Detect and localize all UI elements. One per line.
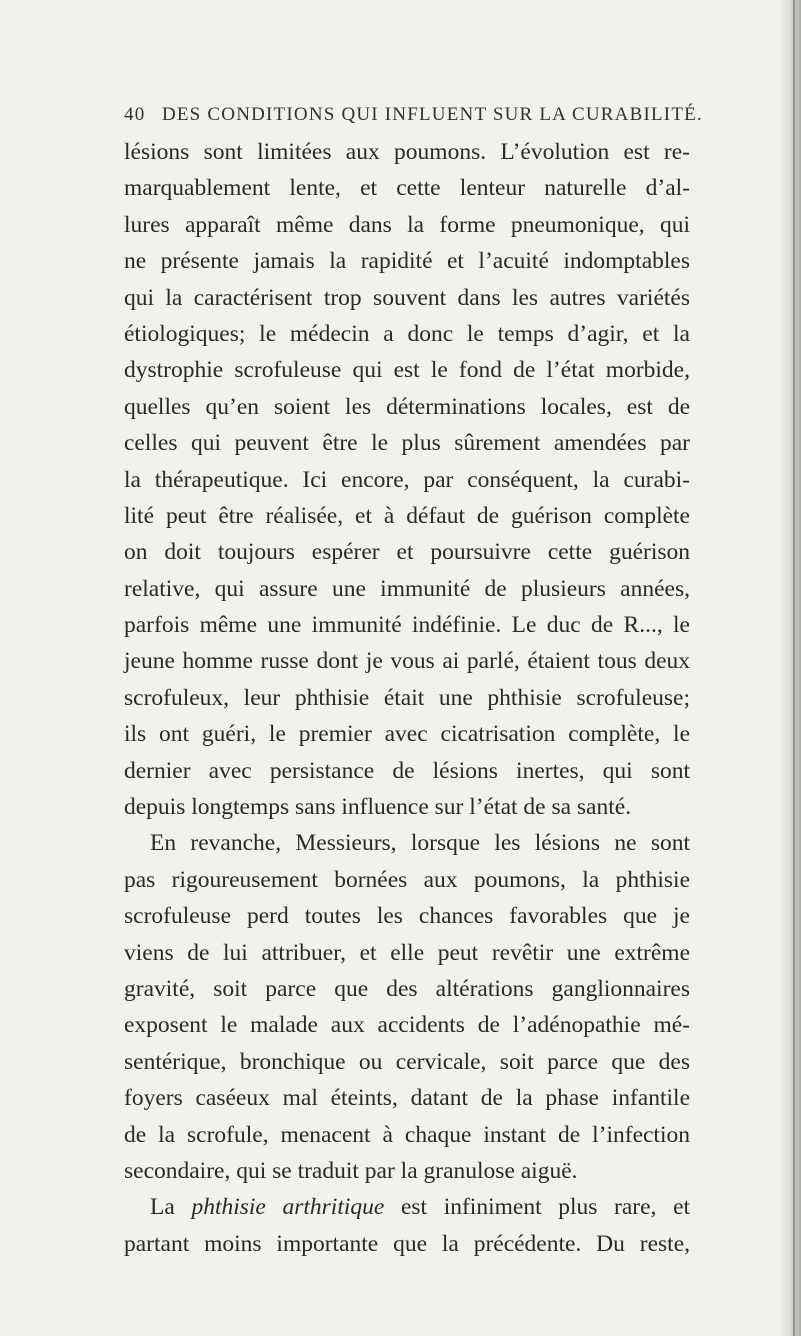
- text-line: ne présente jamais la rapidité et l’acuité indomptables: [124, 248, 690, 275]
- text-line: dystrophie scrofuleuse qui est le fond de l’état morbide,: [124, 357, 690, 384]
- text-line: viens de lui attribuer, et elle peut revêtir une extrême: [124, 939, 690, 966]
- text-line: on doit toujours espérer et poursuivre cette guérison: [124, 539, 690, 566]
- text-line: depuis longtemps sans influence sur l’état de sa santé.: [124, 794, 632, 821]
- text-line: relative, qui assure une immunité de plusieurs années,: [124, 575, 690, 602]
- text-run: est infiniment plus rare, et: [400, 1194, 691, 1221]
- text-line: lité peut être réalisée, et à défaut de guérison complète: [124, 502, 690, 529]
- text-line: dernier avec persistance de lésions inertes, qui sont: [124, 757, 690, 784]
- text-line: marquablement lente, et cette lenteur naturelle d’al-: [124, 175, 690, 202]
- text-line: la thérapeutique. Ici encore, par conséquent, la curabi-: [124, 466, 690, 493]
- running-title: DES CONDITIONS QUI INFLUENT SUR LA CURABILITÉ.: [161, 104, 703, 125]
- text-line: étiologiques; le médecin a donc le temps d’agir, et la: [124, 320, 690, 347]
- page-gutter-shadow: [779, 0, 801, 1336]
- page-edge-line: [793, 0, 795, 1336]
- text-line: lures apparaît même dans la forme pneumonique, qui: [124, 211, 690, 238]
- text-line: scrofuleux, leur phthisie était une phthisie scrofuleuse;: [124, 684, 690, 711]
- running-head: [124, 104, 703, 126]
- text-line: parfois même une immunité indéfinie. Le duc de R..., le: [124, 612, 690, 639]
- text-line: partant moins importante que la précédente. Du reste,: [124, 1230, 690, 1257]
- text-line: sentérique, bronchique ou cervicale, soit parce que des: [124, 1048, 690, 1075]
- text-line: secondaire, qui se traduit par la granulose aiguë.: [124, 1157, 578, 1184]
- text-line: lésions sont limitées aux poumons. L’évolution est re-: [124, 139, 690, 165]
- text-line: celles qui peuvent être le plus sûrement amendées par: [124, 430, 690, 457]
- text-run: La: [150, 1194, 175, 1221]
- text-line: pas rigoureusement bornées aux poumons, la phthisie: [124, 866, 690, 893]
- italic-term: phthisie arthritique: [191, 1194, 385, 1221]
- text-line: quelles qu’en soient les déterminations locales, est de: [124, 393, 690, 420]
- text-line: gravité, soit parce que des altérations ganglionnaires: [124, 975, 690, 1002]
- page-number: 40: [124, 104, 146, 125]
- text-line: ils ont guéri, le premier avec cicatrisation complète, le: [124, 721, 690, 748]
- text-line: [124, 1189, 690, 1225]
- body-text: [124, 134, 690, 1262]
- text-line: de la scrofule, menacent à chaque instant de l’infection: [124, 1121, 690, 1148]
- text-line: foyers caséeux mal éteints, datant de la phase infantile: [124, 1085, 690, 1112]
- text-line: exposent le malade aux accidents de l’adénopathie mé-: [124, 1012, 690, 1039]
- text-line: jeune homme russe dont je vous ai parlé, étaient tous deux: [124, 648, 690, 675]
- text-line: En revanche, Messieurs, lorsque les lésions ne sont: [150, 830, 690, 857]
- text-line: qui la caractérisent trop souvent dans les autres variétés: [124, 284, 690, 311]
- text-line: scrofuleuse perd toutes les chances favorables que je: [124, 903, 690, 930]
